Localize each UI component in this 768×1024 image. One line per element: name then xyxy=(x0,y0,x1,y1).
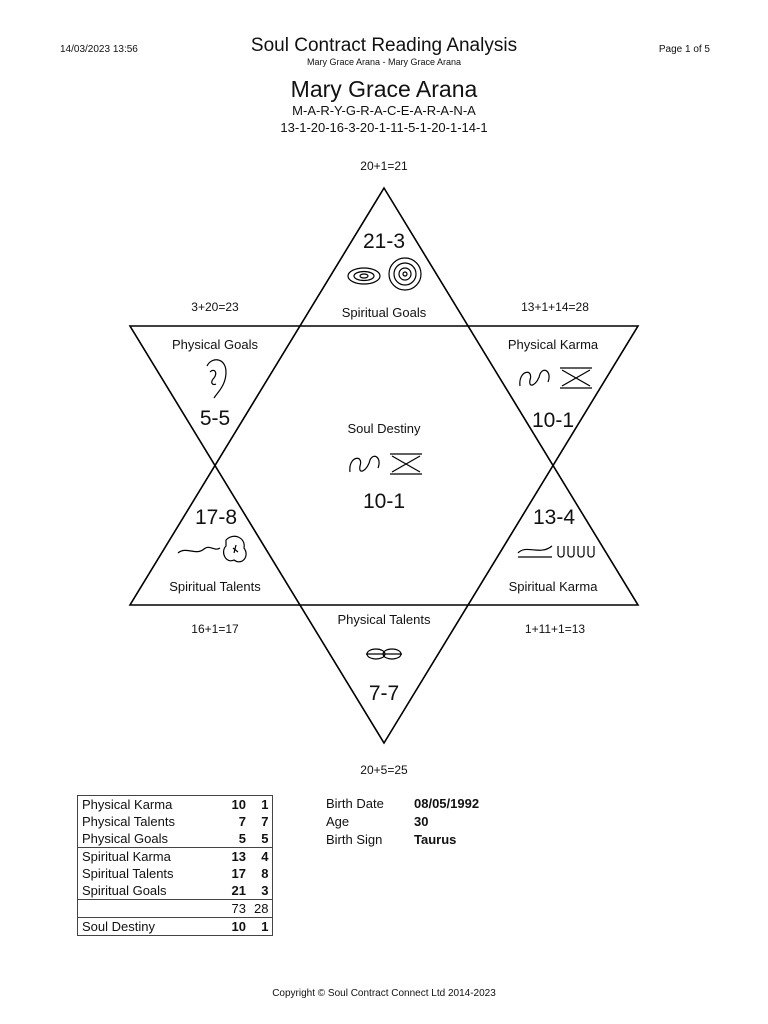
table-row xyxy=(78,865,273,882)
spiritual-karma-label: Spiritual Karma xyxy=(508,579,598,594)
soul-destiny-glyph-icon xyxy=(350,454,422,474)
row-value: 17 xyxy=(231,866,246,881)
age-label: Age xyxy=(326,814,350,829)
birth-date-value: 08/05/1992 xyxy=(414,796,480,811)
physical-goals-label: Physical Goals xyxy=(172,337,258,352)
name-numbers: 13-1-20-16-3-20-1-11-5-1-20-1-14-1 xyxy=(280,120,488,135)
row-reduced: 8 xyxy=(261,866,269,881)
birth-date-label: Birth Date xyxy=(326,796,384,811)
spiritual-talents-value: 17-8 xyxy=(194,506,238,529)
row-name: Physical Talents xyxy=(82,814,175,829)
total-reduced: 28 xyxy=(250,900,273,918)
table-row xyxy=(78,796,273,814)
physical-karma-value: 10-1 xyxy=(531,409,575,432)
physical-goals-glyph-icon xyxy=(207,360,226,398)
row-name: Physical Goals xyxy=(78,830,213,848)
top-sum: 20+1=21 xyxy=(360,159,408,173)
birth-sign-label: Birth Sign xyxy=(326,832,383,847)
person-name: Mary Grace Arana xyxy=(290,76,478,102)
row-value: 7 xyxy=(238,814,246,829)
total-value: 73 xyxy=(212,900,250,918)
row-name: Soul Destiny xyxy=(82,919,155,934)
upper-left-sum: 3+20=23 xyxy=(191,300,239,314)
row-name: Spiritual Karma xyxy=(82,849,171,864)
copyright: Copyright © Soul Contract Connect Ltd 2014-2023 xyxy=(272,988,496,999)
age-value: 30 xyxy=(414,814,429,829)
row-value: 13 xyxy=(231,849,246,864)
upper-right-sum: 13+1+14=28 xyxy=(521,300,589,314)
summary-table xyxy=(77,795,273,936)
row-value: 10 xyxy=(231,919,246,934)
birth-info xyxy=(326,795,479,849)
row-value: 10 xyxy=(231,797,246,812)
name-letters: M-A-R-Y-G-R-A-C-E-A-R-A-N-A xyxy=(292,103,476,118)
row-reduced: 4 xyxy=(261,849,269,864)
row-name: Spiritual Talents xyxy=(82,866,174,881)
physical-karma-label: Physical Karma xyxy=(507,337,599,352)
lower-right-sum: 1+11+1=13 xyxy=(524,622,586,636)
physical-talents-glyph-icon xyxy=(366,649,402,659)
row-value: 5 xyxy=(212,830,250,848)
report-title: Soul Contract Reading Analysis xyxy=(250,35,518,56)
table-row xyxy=(78,848,273,866)
table-row xyxy=(78,813,273,830)
spiritual-karma-value: 13-4 xyxy=(532,506,576,529)
page-indicator: Page 1 of 5 xyxy=(658,44,710,55)
totals-row xyxy=(78,900,273,918)
row-name: Physical Karma xyxy=(82,797,173,812)
table-row xyxy=(78,882,273,900)
bottom-sum: 20+5=25 xyxy=(360,763,408,777)
row-reduced: 1 xyxy=(261,919,269,934)
row-reduced: 1 xyxy=(261,797,269,812)
row-reduced: 7 xyxy=(261,814,269,829)
physical-karma-glyph-icon xyxy=(520,368,592,388)
soul-destiny-label: Soul Destiny xyxy=(347,421,421,436)
print-datetime: 14/03/2023 13:56 xyxy=(60,44,138,55)
physical-talents-label: Physical Talents xyxy=(337,612,431,627)
lower-left-sum: 16+1=17 xyxy=(191,622,239,636)
destiny-row xyxy=(78,918,273,936)
spiritual-goals-value: 21-3 xyxy=(362,230,406,253)
table-row xyxy=(78,830,273,848)
report-subtitle: Mary Grace Arana - Mary Grace Arana xyxy=(306,57,462,67)
spiritual-karma-glyph-icon xyxy=(518,546,594,557)
row-reduced: 5 xyxy=(250,830,273,848)
row-reduced: 3 xyxy=(250,882,273,900)
spiritual-talents-glyph-icon xyxy=(178,536,246,562)
physical-goals-value: 5-5 xyxy=(199,407,231,430)
birth-sign-value: Taurus xyxy=(414,832,457,847)
spiritual-goals-label: Spiritual Goals xyxy=(341,305,427,320)
row-name: Spiritual Goals xyxy=(78,882,213,900)
spiritual-goals-glyph-icon xyxy=(348,258,421,290)
spiritual-talents-label: Spiritual Talents xyxy=(169,579,261,594)
physical-talents-value: 7-7 xyxy=(368,682,400,705)
row-value: 21 xyxy=(212,882,250,900)
soul-destiny-value: 10-1 xyxy=(362,490,406,513)
